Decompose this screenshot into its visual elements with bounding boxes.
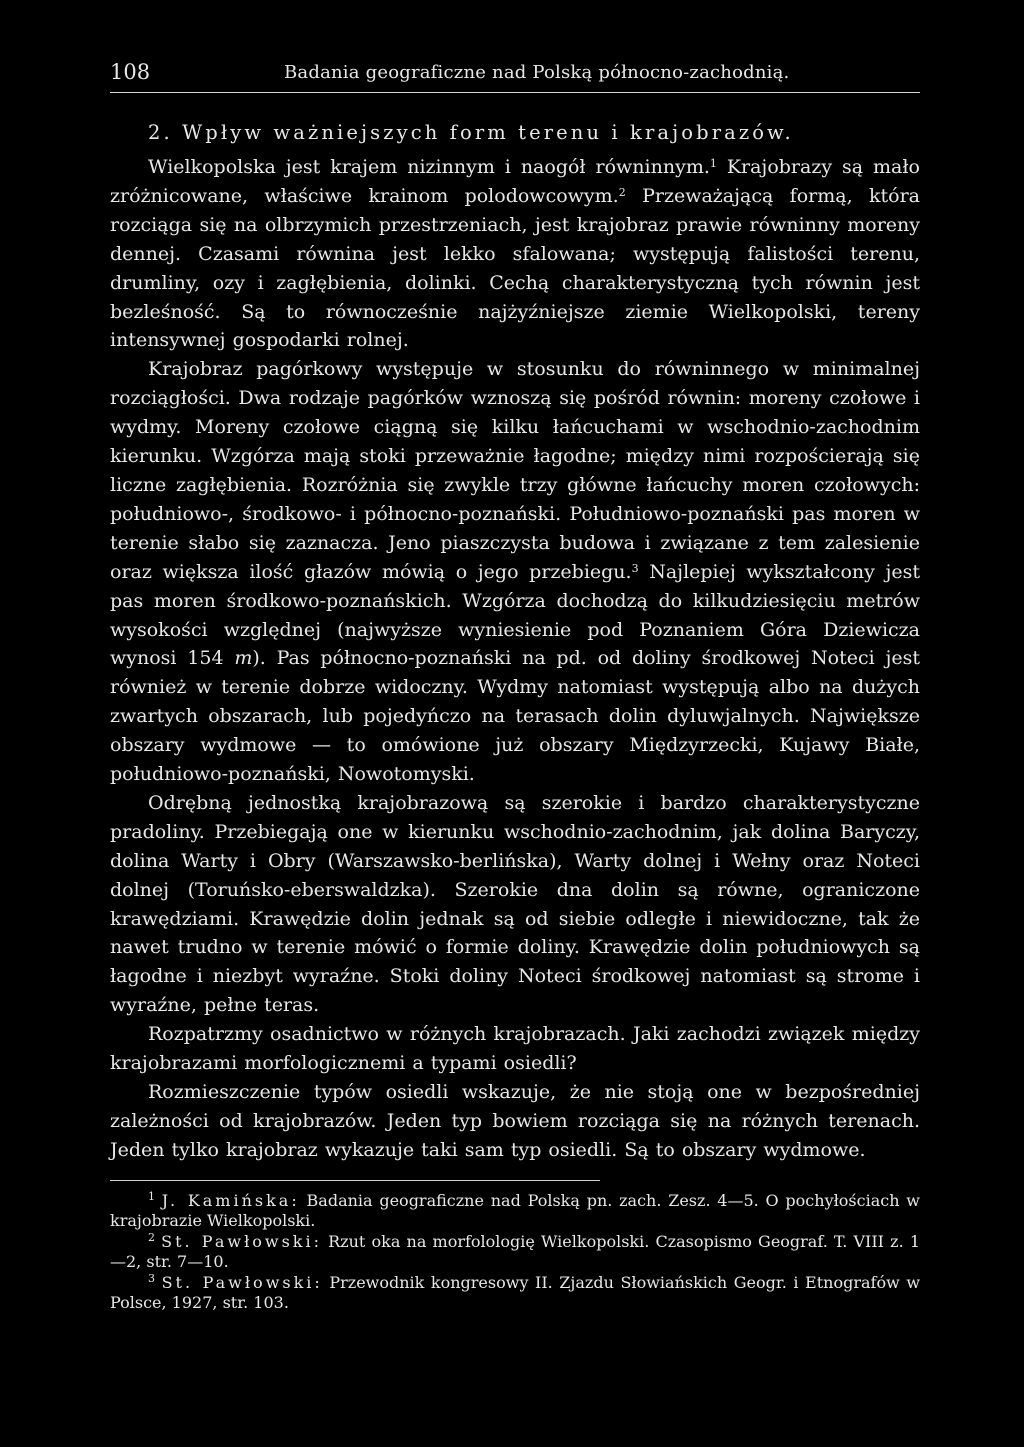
- footnote-author: St. Pawłowski:: [161, 1231, 322, 1251]
- page-number: 108: [110, 60, 151, 84]
- footnote-mark: 2: [148, 1230, 155, 1244]
- footnote-author: J. Kamińska:: [161, 1190, 300, 1210]
- paragraph-5: [110, 1078, 920, 1165]
- paragraph-text: ). Pas północno-poznański na pd. od doliny środkowej Noteci jest również w terenie dobrze widoczny. Wydmy natomiast występują albo na dużych zwartych obszarach, lub pojedyńczo na terasach dolin dyluwjalnych. Największe obszary wydmowe — to omówione już obszary Międzyrzecki, Kujawy Białe, południowo-poznański, Nowotomyski.: [110, 647, 920, 786]
- footnote-text: Badania geograficzne nad Polską pn. zach. Zesz. 4—5. O pochyłościach w krajobrazie Wielkopolski.: [110, 1190, 921, 1231]
- footnote-3: [110, 1273, 920, 1314]
- paragraph-3: [110, 789, 920, 1020]
- paragraph-text: Wielkopolska jest krajem nizinnym i naogół równinnym.: [148, 156, 710, 178]
- footnote-author: St. Pawłowski:: [161, 1272, 323, 1292]
- section-title: 2. Wpływ ważniejszych form terenu i krajobrazów.: [148, 121, 794, 144]
- paragraph-1: [110, 153, 920, 355]
- paragraph-4: [110, 1020, 920, 1078]
- footnote-ref: 1: [709, 157, 717, 170]
- footnotes: [110, 1191, 920, 1314]
- footnote-mark: 1: [148, 1189, 155, 1203]
- running-head: [110, 58, 920, 92]
- footnote-text: Rzut oka na morfolologię Wielkopolski. Czasopismo Geograf. T. VIII z. 1—2, str. 7—10.: [110, 1231, 920, 1272]
- paragraph-text: Krajobraz pagórkowy występuje w stosunku do równinnego w minimalnej rozciągłości. Dwa rodzaje pagórków wznoszą się pośród równin: moreny czołowe i wydmy. Moreny czołowe ciągną się kilku łańcuchami w wschodnio-zachodnim kierunku. Wzgórza mają stoki przeważnie łagodne; między nimi rozpościerają się liczne zagłębienia. Rozróżnia się zwykle trzy główne łańcuchy moren czołowych: południowo-, środkowo- i północno-poznański. Południowo-poznański pas moren w terenie słabo się zaznacza. Jeno piaszczysta budowa i związane z tem zalesienie oraz większa ilość głazów mówią o jego przebiegu.: [110, 358, 920, 583]
- body-text: [110, 153, 920, 1165]
- footnote-mark: 3: [148, 1271, 155, 1285]
- header-rule: [110, 92, 920, 93]
- footnote-rule: [110, 1180, 600, 1181]
- paragraph-text: Przeważającą formą, która rozciąga się na olbrzymich przestrzeniach, jest krajobraz prawie równinny moreny dennej. Czasami równina jest lekko sfalowana; występują falistości terenu, drumliny, ozy i zagłębienia, dolinki. Cechą charakterystyczną tych równin jest bezleśność. Są to równocześnie najżyźniejsze ziemie Wielkopolski, tereny intensywnej gospodarki rolnej.: [110, 184, 920, 352]
- paragraph-text: Odrębną jednostką krajobrazową są szerokie i bardzo charakterystyczne pradoliny. Przebiegają one w kierunku wschodnio-zachodnim, jak dolina Baryczy, dolina Warty i Obry (Warszawsko-berlińska), Warty dolnej i Wełny oraz Noteci dolnej (Toruńsko-eberswaldzka). Szerokie dna dolin są równe, ograniczone krawędziami. Krawędzie dolin jednak są od siebie odległe i niewidoczne, tak że nawet trudno w terenie mówić o formie doliny. Krawędzie dolin południowych są łagodne i niezbyt wyraźne. Stoki doliny Noteci środkowej natomiast są strome i wyraźne, pełne teras.: [110, 791, 920, 1017]
- paragraph-text: Najlepiej wykształcony jest pas moren środkowo-poznańskich. Wzgórza dochodzą do kilkudziesięciu metrów wysokości względnej (najwyższe wyniesienie pod Poznaniem Góra Dziewicza wynosi 154: [110, 560, 921, 670]
- unit-text: m: [234, 647, 253, 670]
- footnote-2: [110, 1232, 920, 1273]
- running-title: Badania geograficzne nad Polską północno-zachodnią.: [284, 62, 790, 83]
- footnote-ref: 2: [618, 185, 626, 199]
- footnote-ref: 3: [631, 561, 639, 575]
- paragraph-2: [110, 355, 920, 789]
- paragraph-text: Krajobrazy są mało zróżnicowane, właściwe krainom polodowcowym.: [110, 156, 920, 207]
- paragraph-text: Rozmieszczenie typów osiedli wskazuje, że nie stoją one w bezpośredniej zależności od krajobrazów. Jeden typ bowiem rozciąga się na różnych terenach. Jeden tylko krajobraz wykazuje taki sam typ osiedli. Są to obszary wydmowe.: [110, 1081, 920, 1161]
- page: [110, 58, 920, 1314]
- footnote-1: [110, 1191, 920, 1232]
- footnote-text: Przewodnik kongresowy II. Zjazdu Słowiańskich Geogr. i Etnografów w Polsce, 1927, str. 103.: [110, 1272, 921, 1313]
- paragraph-text: Rozpatrzmy osadnictwo w różnych krajobrazach. Jaki zachodzi związek między krajobrazami morfologicznemi a typami osiedli?: [110, 1023, 920, 1075]
